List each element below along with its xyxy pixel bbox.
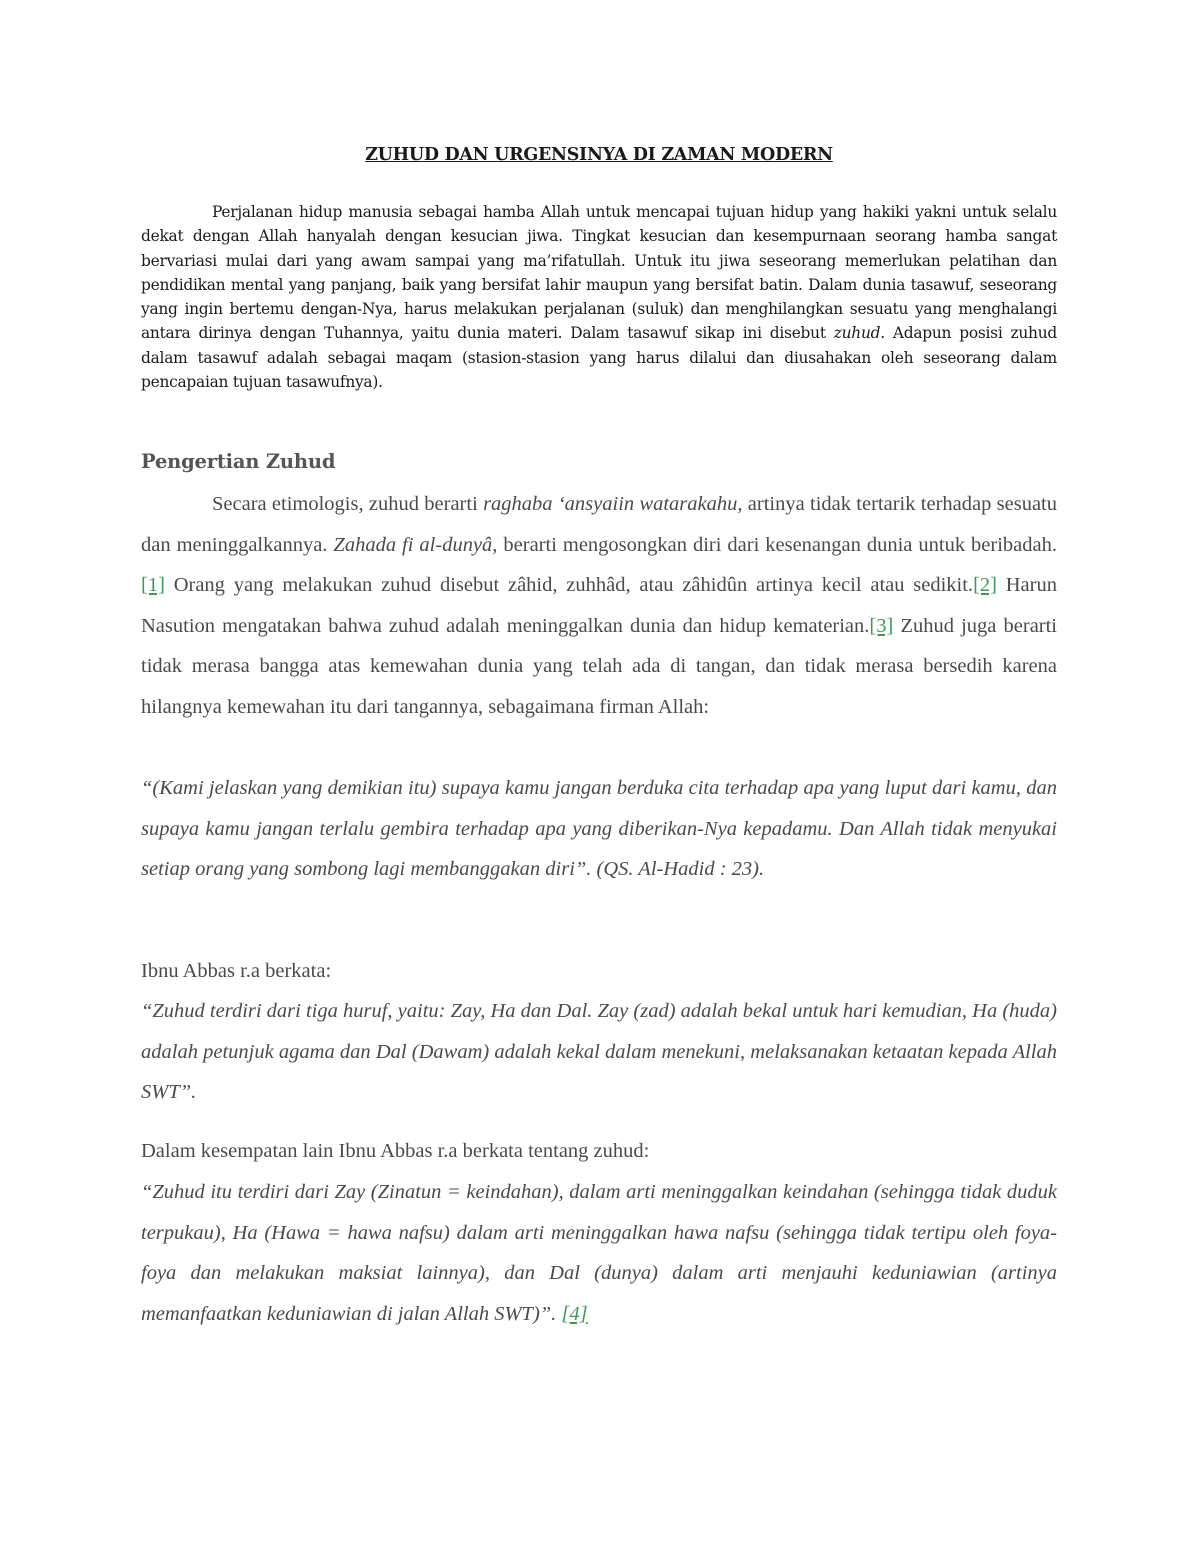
speaker-line: Ibnu Abbas r.a berkata: (141, 960, 332, 982)
definition-paragraph (141, 484, 1057, 728)
paragraph-text: artinya tidak tertarik terhadap sesuatu dan meninggalkannya. (141, 493, 1057, 556)
quran-quote: “(Kami jelaskan yang demikian itu) supaya kamu jangan berduka cita terhadap apa yang luput dari kamu, dan supaya kamu jangan terlalu gembira terhadap apa yang diberikan-Nya kepadamu. Dan Allah tidak menyukai setiap orang yang sombong lagi membanggakan diri”. (QS. Al-Hadid : 23). (141, 777, 1057, 881)
section-heading: Pengertian Zuhud (141, 450, 336, 473)
footnote-link-2[interactable]: [2] (973, 574, 997, 597)
speaker-line: Dalam kesempatan lain Ibnu Abbas r.a berkata tentang zuhud: (141, 1140, 650, 1162)
paragraph-text: Secara etimologis, zuhud berarti (212, 493, 484, 515)
document-title: ZUHUD DAN URGENSINYA DI ZAMAN MODERN (365, 145, 833, 165)
footnote-link-3[interactable]: [3] (869, 614, 894, 637)
intro-text-part1: Perjalanan hidup manusia sebagai hamba Allah untuk mencapai tujuan hidup yang hakiki yakni untuk selalu dekat dengan Allah hanyalah dengan kesucian jiwa. Tingkat kesucian dan kesempurnaan seorang hamba sangat bervariasi mulai dari yang awam sampai yang ma’rifatullah. Untuk itu jiwa seseorang memerlukan pelatihan dan pendidikan mental yang panjang, baik yang bersifat lahir maupun yang bersifat batin. Dalam dunia tasawuf, seseorang yang ingin bertemu dengan-Nya, harus melakukan perjalanan (suluk) dan menghilangkan sesuatu yang menghalangi antara dirinya dengan Tuhannya, yaitu dunia materi. Dalam tasawuf sikap ini disebut (141, 203, 1057, 343)
arabic-term: Zahada fi al-dunyâ, (333, 533, 498, 556)
footnote-link-4[interactable]: [4] (561, 1302, 588, 1325)
footnote-link-1[interactable]: [1] (141, 574, 165, 597)
intro-paragraph (141, 200, 1057, 394)
paragraph-text: Orang yang melakukan zuhud disebut zâhid, zuhhâd, atau zâhidûn artinya kecil atau sedikit. (164, 574, 974, 597)
arabic-term: raghaba ‘ansyaiin watarakahu, (483, 493, 743, 515)
intro-text-part2: . Adapun posisi zuhud dalam tasawuf adalah sebagai maqam (stasion-stasion yang harus dilalui dan diusahakan oleh seseorang dalam pencapaian tujuan tasawufnya). (141, 324, 1057, 392)
paragraph-text: Zuhud juga berarti tidak merasa bangga atas kemewahan dunia yang telah ada di tangan, dan tidak merasa bersedih karena hilangnya kemewahan itu dari tangannya, sebagaimana firman Allah: (141, 614, 1058, 718)
document-page (141, 0, 1057, 1553)
paragraph-text: berarti mengosongkan diri dari kesenangan dunia untuk beribadah. (497, 533, 1057, 556)
paragraph-text: Harun Nasution mengatakan bahwa zuhud adalah meninggalkan dunia dan hidup kematerian. (141, 574, 1057, 637)
ibnu-abbas-quote-1: “Zuhud terdiri dari tiga huruf, yaitu: Zay, Ha dan Dal. Zay (zad) adalah bekal untuk hari kemudian, Ha (huda) adalah petunjuk agama dan Dal (Dawam) adalah kekal dalam menekuni, melaksanakan ketaatan kepada Allah SWT”. (141, 1000, 1058, 1104)
quote-text: “Zuhud itu terdiri dari Zay (Zinatun = keindahan), dalam arti meninggalkan keindahan (sehingga tidak duduk terpukau), Ha (Hawa = hawa nafsu) dalam arti meninggalkan hawa nafsu (sehingga tidak tertipu oleh foya-foya dan melakukan maksiat lainnya), dan Dal (dunya) dalam arti menjauhi keduniawian (artinya memanfaatkan keduniawian di jalan Allah SWT)”. (141, 1181, 1057, 1325)
ibnu-abbas-quote-2 (141, 1172, 1057, 1334)
intro-italic-term: zuhud (833, 324, 881, 343)
